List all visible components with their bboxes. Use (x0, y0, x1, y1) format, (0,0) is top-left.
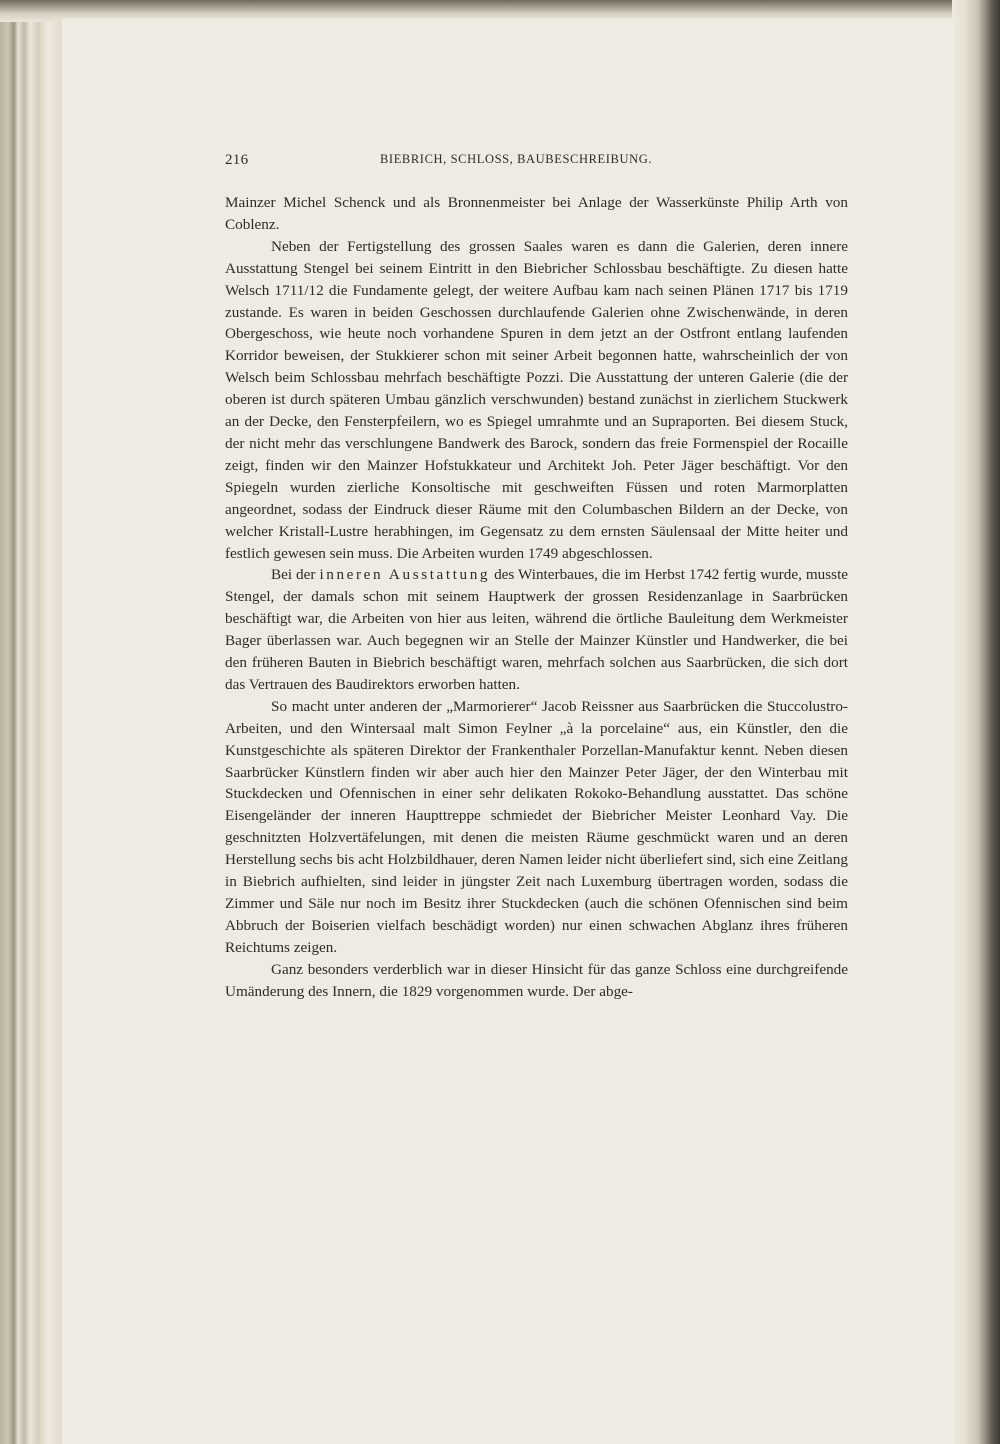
book-left-edge (0, 0, 70, 1444)
body-text (225, 192, 848, 1003)
paragraph-4: So macht unter anderen der „Marmorierer“ Jacob Reissner aus Saarbrücken die Stuccolustro-Arbeiten, und den Wintersaal malt Simon Feylner „à la porcelaine“ aus, ein Künstler, den die Kunstgeschichte als späteren Direktor der Frankenthaler Porzellan-Manufaktur kennt. Neben diesen Saarbrücker Künstlern finden wir aber auch hier den Mainzer Peter Jäger, der den Winterbau mit Stuckdecken und Ofennischen in einer sehr delikaten Rokoko-Behandlung ausstattet. Das schöne Eisengeländer der inneren Haupttreppe schmiedet der Biebricher Meister Leonhard Vay. Die geschnitzten Holzvertäfelungen, mit denen die meisten Räume geschmückt waren und an deren Herstellung sechs bis acht Holzbildhauer, deren Namen leider nicht überliefert sind, sich eine Zeitlang in Biebrich aufhielten, sind leider in jüngster Zeit nach Luxemburg übertragen worden, sodass die Zimmer und Säle nur noch im Besitz ihrer Stuckdecken (auch die schönen Ofennischen sind beim Abbruch der Boiserien vielfach beschädigt worden) nur einen schwachen Abglanz ihres früheren Reichtums zeigen. (225, 697, 848, 956)
page-content (225, 152, 848, 1003)
paragraph-1: Mainzer Michel Schenck und als Bronnenmeister bei Anlage der Wasserkünste Philip Arth von Coblenz. (225, 194, 848, 233)
page-number: 216 (225, 152, 249, 168)
paragraph-5: Ganz besonders verderblich war in dieser Hinsicht für das ganze Schloss eine durchgreifende Umänderung des Innern, die 1829 vorgenommen wurde. Der abge- (225, 960, 848, 1000)
paragraph-2: Neben der Fertigstellung des grossen Saales waren es dann die Galerien, deren innere Ausstattung Stengel bei seinem Eintritt in den Biebricher Schlossbau beschäftigte. Zu diesen hatte Welsch 1711/12 die Fundamente gelegt, der weitere Aufbau kam nach seinen Plänen 1717 bis 1719 zustande. Es waren in beiden Geschossen durchlaufende Galerien ohne Zwischenwände, in deren Obergeschoss, wie heute noch vorhandene Spuren in dem jetzt an der Ostfront entlang laufenden Korridor beweisen, der Stukkierer schon mit seiner Arbeit begonnen hatte, wahrscheinlich der von Welsch beim Schlossbau mehrfach beschäftigte Pozzi. Die Ausstattung der unteren Galerie (die der oberen ist durch späteren Umbau gänzlich verschwunden) bestand zunächst in zierlichem Stuckwerk an der Decke, den Fensterpfeilern, wo es Spiegel umrahmte und an Supraporten. Bei diesem Stuck, der nicht mehr das verschlungene Bandwerk des Barock, sondern das freie Formenspiel der Rocaille zeigt, finden wir den Mainzer Hofstukkateur und Architekt Joh. Peter Jäger beschäftigt. Vor den Spiegeln wurden zierliche Konsoltische mit geschweiften Füssen und roten Marmorplatten angeordnet, sodass der Eindruck dieser Räume mit den Columbaschen Bildern an der Decke, von welcher Kristall-Lustre herabhingen, im Gegensatz zu dem ernsten Säulensaal der Mitte heiter und festlich gewesen sein muss. Die Arbeiten wurden 1749 abgeschlossen. (225, 237, 848, 562)
running-head (225, 152, 848, 180)
paragraph-3-emphasis: inneren Ausstattung (319, 566, 491, 584)
paragraph-3-lead: Bei der (271, 566, 316, 584)
paragraph-3-text: des Winterbaues, die im Herbst 1742 fertig wurde, musste Stengel, der damals schon mit seinem Hauptwerk der grossen Residenzanlage in Saarbrücken beschäftigt war, die Arbeiten von hier aus leiten, während die örtliche Bauleitung dem Werkmeister Bager überlassen war. Auch begegnen wir an Stelle der Mainzer Künstler und Handwerker, die bei den früheren Bauten in Biebrich beschäftigt waren, mehrfach solchen aus Saarbrücken, die sich dort das Vertrauen des Baudirektors erworben hatten. (225, 566, 849, 693)
paragraph-3 (225, 564, 848, 695)
book-right-edge (952, 0, 1000, 1444)
running-title: BIEBRICH, SCHLOSS, BAUBESCHREIBUNG. (380, 152, 653, 166)
